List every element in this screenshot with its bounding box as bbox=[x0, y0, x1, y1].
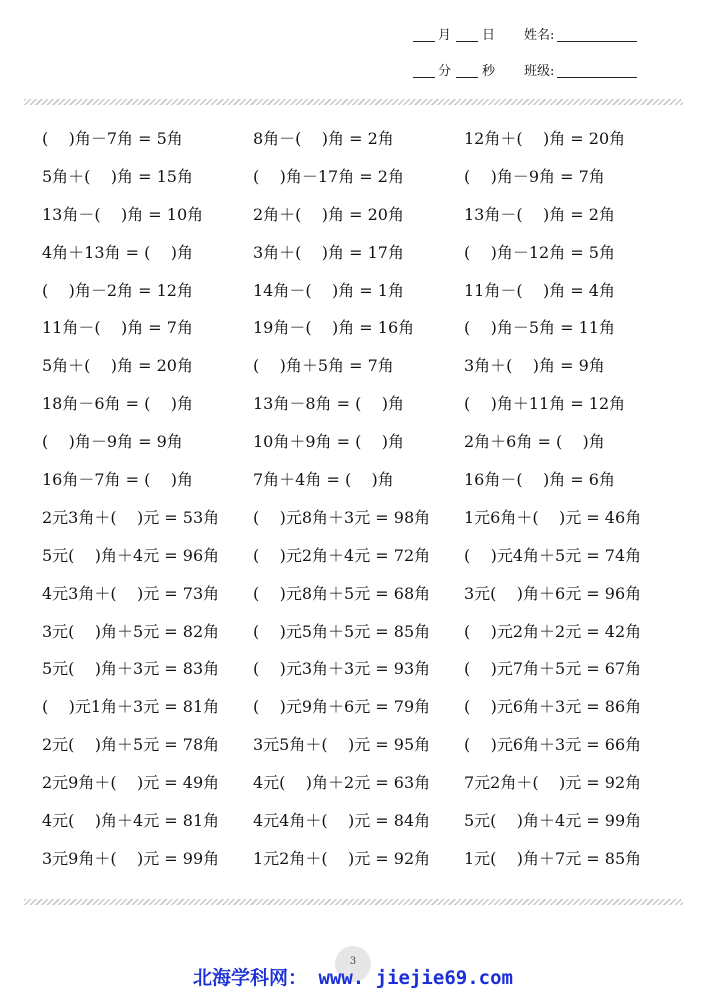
problem-item: 3元5角＋( )元 = 95角 bbox=[253, 735, 431, 755]
problem-item: ( )元7角＋5元 = 67角 bbox=[464, 659, 642, 679]
problem-item: 4元3角＋( )元 = 73角 bbox=[42, 583, 220, 603]
problem-row bbox=[0, 166, 706, 204]
problem-row bbox=[0, 393, 706, 431]
problem-item: ( )角＋11角 = 12角 bbox=[464, 394, 626, 414]
problem-row bbox=[0, 848, 706, 886]
problem-item: ( )角－9角 = 9角 bbox=[42, 432, 183, 452]
problem-item: 16角－( )角 = 6角 bbox=[464, 470, 615, 490]
problem-item: ( )元8角＋5元 = 68角 bbox=[253, 583, 431, 603]
problem-item: 2角＋6角 = ( )角 bbox=[464, 432, 605, 452]
second-blank[interactable] bbox=[456, 77, 478, 78]
problem-item: ( )元5角＋5元 = 85角 bbox=[253, 621, 431, 641]
problem-item: 2元9角＋( )元 = 49角 bbox=[42, 773, 220, 793]
problem-item: 5元( )角＋3元 = 83角 bbox=[42, 659, 220, 679]
problem-row bbox=[0, 204, 706, 242]
bottom-divider bbox=[24, 899, 683, 905]
problem-item: 5元( )角＋4元 = 96角 bbox=[42, 545, 220, 565]
problem-row bbox=[0, 810, 706, 848]
problem-row bbox=[0, 280, 706, 318]
month-blank[interactable] bbox=[413, 41, 435, 42]
problem-item: 16角－7角 = ( )角 bbox=[42, 470, 193, 490]
problem-item: 8角－( )角 = 2角 bbox=[253, 129, 394, 148]
problem-row bbox=[0, 128, 706, 166]
problem-item: ( )角－9角 = 7角 bbox=[464, 166, 605, 186]
problem-item: 10角＋9角 = ( )角 bbox=[253, 432, 404, 452]
minute-blank[interactable] bbox=[413, 77, 435, 78]
problem-item: ( )元1角＋3元 = 81角 bbox=[42, 697, 220, 717]
header-date-row bbox=[0, 26, 706, 46]
problem-row bbox=[0, 355, 706, 393]
problem-item: 19角－( )角 = 16角 bbox=[253, 318, 415, 338]
problem-item: 5元( )角＋4元 = 99角 bbox=[464, 811, 642, 831]
problem-row bbox=[0, 317, 706, 355]
problem-item: ( )角－12角 = 5角 bbox=[464, 242, 615, 262]
problem-item: ( )元2角＋2元 = 42角 bbox=[464, 621, 642, 641]
day-label: 日 bbox=[482, 28, 496, 43]
problem-row bbox=[0, 583, 706, 621]
problem-item: ( )角－5角 = 11角 bbox=[464, 318, 615, 338]
problem-item: ( )元2角＋4元 = 72角 bbox=[253, 545, 431, 565]
class-label: 班级: bbox=[524, 64, 555, 79]
problem-item: ( )元8角＋3元 = 98角 bbox=[253, 507, 431, 527]
problem-row bbox=[0, 507, 706, 545]
problem-item: 5角＋( )角 = 15角 bbox=[42, 166, 193, 186]
header-time-row bbox=[0, 62, 706, 82]
problem-row bbox=[0, 658, 706, 696]
problem-row bbox=[0, 734, 706, 772]
problem-item: 4元( )角＋2元 = 63角 bbox=[253, 773, 431, 793]
problem-item: 13角－( )角 = 2角 bbox=[464, 204, 615, 224]
problem-item: 4元( )角＋4元 = 81角 bbox=[42, 811, 220, 831]
problem-grid bbox=[0, 128, 706, 886]
problem-item: 3元( )角＋6元 = 96角 bbox=[464, 583, 642, 603]
problem-item: 7角＋4角 = ( )角 bbox=[253, 470, 394, 490]
minute-label: 分 bbox=[438, 64, 452, 79]
problem-row bbox=[0, 545, 706, 583]
top-divider bbox=[24, 99, 683, 105]
problem-row bbox=[0, 696, 706, 734]
problem-item: 1元( )角＋7元 = 85角 bbox=[464, 848, 642, 868]
problem-item: 3角＋( )角 = 9角 bbox=[464, 356, 605, 376]
problem-item: 2角＋( )角 = 20角 bbox=[253, 204, 404, 224]
month-label: 月 bbox=[438, 28, 452, 43]
day-blank[interactable] bbox=[456, 41, 478, 42]
name-label: 姓名: bbox=[524, 28, 555, 43]
problem-item: 4角＋13角 = ( )角 bbox=[42, 242, 193, 262]
problem-item: ( )角－2角 = 12角 bbox=[42, 280, 193, 300]
problem-item: ( )角－17角 = 2角 bbox=[253, 166, 404, 186]
watermark-link[interactable]: 北海学科网： www. jiejie69.com bbox=[193, 967, 513, 989]
problem-item: ( )元9角＋6元 = 79角 bbox=[253, 697, 431, 717]
name-blank[interactable] bbox=[557, 41, 637, 42]
problem-item: 1元2角＋( )元 = 92角 bbox=[253, 848, 431, 868]
problem-row bbox=[0, 431, 706, 469]
problem-row bbox=[0, 242, 706, 280]
class-blank[interactable] bbox=[557, 77, 637, 78]
problem-item: ( )角＋5角 = 7角 bbox=[253, 356, 394, 376]
problem-item: 4元4角＋( )元 = 84角 bbox=[253, 811, 431, 831]
problem-item: 5角＋( )角 = 20角 bbox=[42, 356, 193, 376]
problem-item: 11角－( )角 = 7角 bbox=[42, 318, 193, 338]
problem-item: 12角＋( )角 = 20角 bbox=[464, 129, 626, 148]
problem-row bbox=[0, 772, 706, 810]
problem-item: 3元( )角＋5元 = 82角 bbox=[42, 621, 220, 641]
problem-item: 13角－8角 = ( )角 bbox=[253, 394, 404, 414]
problem-item: 13角－( )角 = 10角 bbox=[42, 204, 204, 224]
problem-item: ( )元4角＋5元 = 74角 bbox=[464, 545, 642, 565]
problem-row bbox=[0, 469, 706, 507]
problem-item: ( )元6角＋3元 = 66角 bbox=[464, 735, 642, 755]
problem-item: ( )元3角＋3元 = 93角 bbox=[253, 659, 431, 679]
problem-item: 2元3角＋( )元 = 53角 bbox=[42, 507, 220, 527]
problem-item: 1元6角＋( )元 = 46角 bbox=[464, 507, 642, 527]
problem-item: 7元2角＋( )元 = 92角 bbox=[464, 773, 642, 793]
second-label: 秒 bbox=[482, 64, 496, 79]
problem-row bbox=[0, 621, 706, 659]
problem-item: 3角＋( )角 = 17角 bbox=[253, 242, 404, 262]
problem-item: 18角－6角 = ( )角 bbox=[42, 394, 193, 414]
problem-item: ( )元6角＋3元 = 86角 bbox=[464, 697, 642, 717]
problem-item: 3元9角＋( )元 = 99角 bbox=[42, 848, 220, 868]
problem-item: 2元( )角＋5元 = 78角 bbox=[42, 735, 220, 755]
problem-item: 11角－( )角 = 4角 bbox=[464, 280, 615, 300]
problem-item: 14角－( )角 = 1角 bbox=[253, 280, 404, 300]
page-number: 3 bbox=[349, 956, 357, 967]
problem-item: ( )角－7角 = 5角 bbox=[42, 129, 183, 148]
